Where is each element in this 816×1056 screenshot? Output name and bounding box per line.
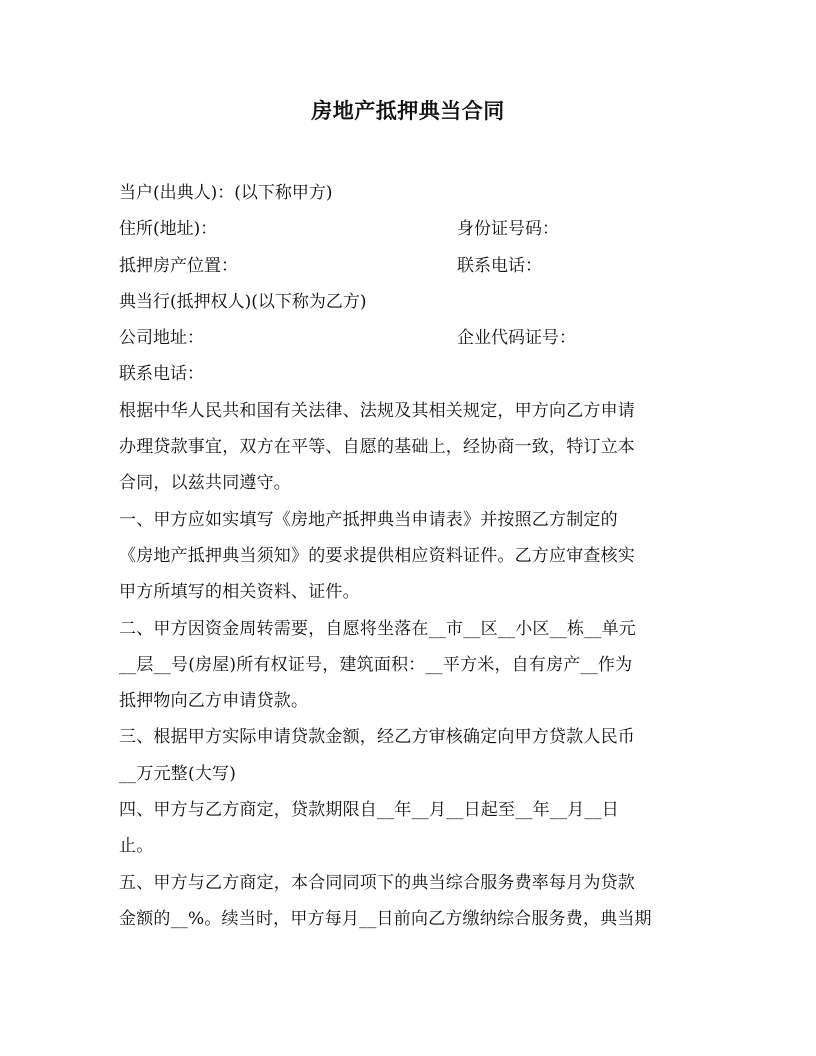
- preamble-paragraph: [119, 393, 694, 502]
- paragraph-line: 止。: [119, 836, 154, 857]
- pawnshop-field: 典当行(抵押权人)(以下称为乙方): [119, 291, 367, 312]
- paragraph-line: 五、甲方与乙方商定，本合同同项下的典当综合服务费率每月为贷款: [119, 872, 635, 893]
- paragraph-line: 《房地产抵押典当须知》的要求提供相应资料证件。乙方应审查核实: [119, 545, 635, 566]
- paragraph-line: 抵押物向乙方申请贷款。: [119, 691, 309, 712]
- company-address-field: 公司地址：: [119, 328, 204, 349]
- phone-field-2: 联系电话：: [119, 364, 204, 385]
- clause-4-paragraph: [119, 792, 694, 865]
- document-title: 房地产抵押典当合同: [311, 98, 505, 123]
- clause-5-paragraph: [119, 865, 694, 938]
- property-location-field: 抵押房产位置：: [119, 255, 238, 276]
- paragraph-line: 一、甲方应如实填写《房地产抵押典当申请表》并按照乙方制定的: [119, 509, 618, 530]
- phone-field-1: 联系电话：: [457, 255, 542, 276]
- residence-id-row: [119, 211, 694, 247]
- company-row: [119, 320, 694, 356]
- pawner-field: 当户(出典人)：(以下称甲方): [119, 183, 333, 203]
- paragraph-line: 金额的__%。续当时，甲方每月__日前向乙方缴纳综合服务费，典当期: [119, 908, 652, 929]
- paragraph-line: 合同，以兹共同遵守。: [119, 473, 291, 494]
- property-phone-row: [119, 248, 694, 284]
- id-number-field: 身份证号码：: [457, 219, 559, 240]
- clause-3-paragraph: [119, 719, 694, 792]
- paragraph-line: __万元整(大写): [119, 763, 237, 784]
- clause-1-paragraph: [119, 502, 694, 611]
- clause-2-paragraph: [119, 611, 694, 720]
- paragraph-line: 四、甲方与乙方商定，贷款期限自__年__月__日起至__年__月__日: [119, 800, 619, 821]
- paragraph-line: 甲方所填写的相关资料、证件。: [119, 582, 360, 603]
- paragraph-line: __层__号(房屋)所有权证号，建筑面积：__平方米，自有房产__作为: [119, 654, 633, 675]
- paragraph-line: 办理贷款事宜，双方在平等、自愿的基础上，经协商一致，特订立本: [119, 437, 635, 458]
- paragraph-line: 根据中华人民共和国有关法律、法规及其相关规定，甲方向乙方申请: [119, 400, 635, 421]
- residence-field: 住所(地址)：: [119, 219, 218, 240]
- paragraph-line: 三、根据甲方实际申请贷款金额，经乙方审核确定向甲方贷款人民币: [119, 727, 635, 748]
- enterprise-code-field: 企业代码证号：: [457, 328, 576, 349]
- document-body: [119, 175, 694, 937]
- paragraph-line: 二、甲方因资金周转需要，自愿将坐落在__市__区__小区__栋__单元: [119, 618, 636, 639]
